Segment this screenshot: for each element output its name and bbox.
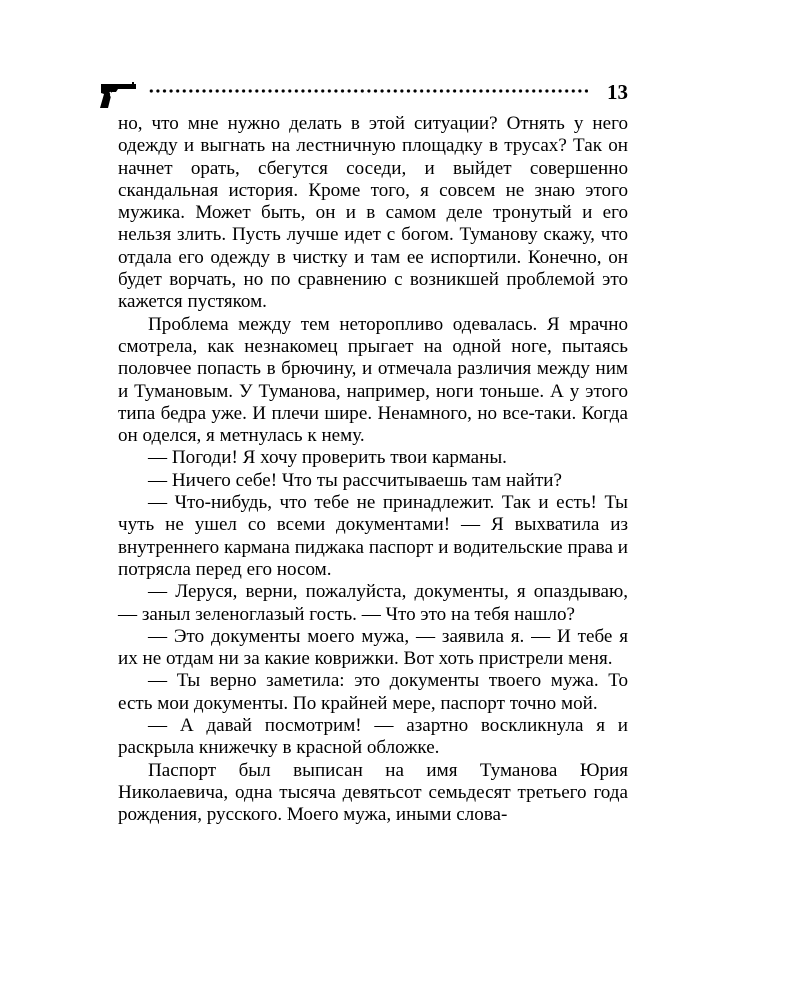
paragraph: но, что мне нужно делать в этой ситуации? Отнять у него одежду и выгнать на лестничную площадку в трусах? Так он начнет орать, сбегутся соседи, и выйдет совершенно скандальная история. Кроме того, я совсем не знаю этого мужика. Может быть, он и в самом деле тронутый и его нельзя злить. Пусть лучше идет с богом. Туманову скажу, что отдала его одежду в чистку и там ее испортили. Конечно, он будет ворчать, но по сравнению с возникшей проблемой это кажется пустяком. (118, 113, 628, 313)
dialogue-line: — Погоди! Я хочу проверить твои карманы. (148, 447, 507, 469)
paragraph: Проблема между тем неторопливо одевалась. Я мрачно смотрела, как незнакомец прыгает на одной ноге, пытаясь половчее попасть в брючину, и отмечала различия между ним и Тумановым. У Туманова, например, ноги тоньше. А у этого типа бедра уже. И плечи шире. Ненамного, но все-таки. Когда он оделся, я метнулась к нему. (118, 313, 628, 447)
dialogue-line: — Ты верно заметила: это документы твоего мужа. То есть мои документы. По крайней мере, паспорт точно мой. (118, 670, 628, 714)
dialogue-line: — Что-нибудь, что тебе не принадлежит. Так и есть! Ты чуть не ушел со всеми документами! — Я выхватила из внутреннего кармана пиджака паспорт и водительские права и потрясла перед его носом. (118, 492, 628, 580)
body-text (118, 113, 628, 827)
running-header (98, 74, 628, 114)
dialogue-line: — А давай посмотрим! — азартно воскликнула я и раскрыла книжечку в красной обложке. (118, 715, 628, 759)
dialogue-line: — Это документы моего мужа, — заявила я. — И тебе я их не отдам ни за какие коврижки. Вот хоть пристрели меня. (118, 625, 628, 670)
revolver-icon (98, 82, 138, 110)
dot-leader (148, 88, 588, 94)
paragraph: Паспорт был выписан на имя Туманова Юрия Николаевича, одна тысяча девятьсот семьдесят третьего года рождения, русского. Моего мужа, иными слова- (118, 759, 628, 826)
page-number: 13 (607, 80, 628, 104)
dialogue-line: — Ничего себе! Что ты рассчитываешь там найти? (148, 469, 562, 491)
dialogue-line: — Леруся, верни, пожалуйста, документы, я опаздываю, — заныл зеленоглазый гость. — Что это на тебя нашло? (118, 581, 628, 625)
